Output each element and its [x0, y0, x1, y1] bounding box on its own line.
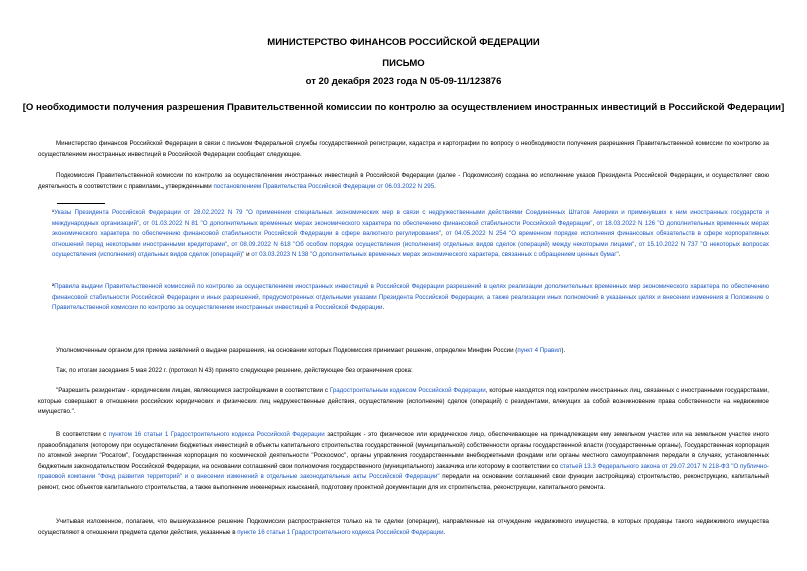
ministry-title: МИНИСТЕРСТВО ФИНАНСОВ РОССИЙСКОЙ ФЕДЕРАЦИИ	[267, 37, 540, 48]
document-date-number: от 20 декабря 2023 года N 05-09-11/123876	[305, 76, 502, 87]
link-federal-law-218[interactable]: статьей 13.3 Федерального закона от 29.07.2017 N 218-ФЗ "О публично-правовой компании "Фонд развития территорий" и о внесении изменений в отдельные законодательные акты Российской Федерации"	[38, 462, 769, 481]
paragraph-decision-quote: "Разрешить резидентам - юридическим лицам, являющимся застройщиками в соответствии с Градостроительным кодексом Российской Федерации, которые находятся под контролем иностранных лиц, связанных с иностранными государствами, которые совершают в отношении российских юридических и физических лиц недружественные действия, осуществление (исполнение) сделок (операций) с резидентами, влекущих за собой возникновение права собственности на недвижимое имущество.".	[38, 387, 769, 416]
footnote-ref-1[interactable]: ,	[702, 172, 704, 179]
link-urban-code[interactable]: Градостроительным кодексом Российской Федерации	[329, 387, 486, 394]
link-decree-81[interactable]: от 01.03.2022 N 81 "О дополнительных временных мерах экономического характера по обеспечению финансовой стабильности Российской Федерации"	[143, 219, 593, 227]
footnote-divider	[57, 203, 105, 204]
link-decree-254[interactable]: от 04.05.2022 N 254 "О временном порядке исполнения финансовых обязательств в сфере корпоративных отношений перед некоторыми иностранными кредиторами"	[52, 230, 769, 248]
paragraph-text: и осуществляет свою деятельность в соответствии с правилами	[38, 172, 770, 190]
paragraph-subcommission: Подкомиссия Правительственной комиссии по контролю за осуществлением иностранных инвестиций в Российской Федерации (далее - Подкомиссия) создана во исполнение указов Президента Российской Федерации, и осуществляет свою деятельность в соответствии с правилами., утвержденными постановлением Правительства Российской Федерации от 06.03.2022 N 295.	[38, 172, 770, 190]
paragraph-authority: Уполномоченным органом для приема заявлений о выдаче разрешения, на основании которых Подкомиссия принимает решение, определен Минфин России (пункт 4 Правил).	[56, 347, 566, 354]
footnote-mark-1: ¹	[52, 209, 55, 216]
link-decree-79[interactable]: Указы Президента Российской Федерации от 28.02.2022 N 79 "О применении специальных экономических мер в связи с недружественными действиями Соединенных Штатов Америки и примкнувших к ним иностранных государств и международных организаций"	[52, 209, 769, 227]
link-rules[interactable]: Правила выдачи Правительственной комиссией по контролю за осуществлением иностранных инвестиций в Российской Федерации разрешений в целях реализации дополнительных временных мер экономического характера по обеспечению финансовой стабильности Российской Федерации и иных разрешений, предусмотренных отдельными указами Президента Российской Федерации, а также реализации иных полномочий в указанных целях и внесении изменения в Положение о Правительственной комиссии по контролю за осуществлением иностранных инвестиций в Российской Федерации	[52, 283, 769, 312]
link-resolution-295[interactable]: постановлением Правительства Российской Федерации от 06.03.2022 N 295	[213, 182, 435, 190]
link-decree-737[interactable]: от 15.10.2022 N 737 "О некоторых вопросах осуществления (исполнения) отдельных видов сделок (операций)"	[52, 240, 769, 259]
paragraph-intro: Министерство финансов Российской Федерации в связи с письмом Федеральной службы государственной регистрации, кадастра и картографии по вопросу о необходимости получения разрешения Правительственной комиссии по контролю за осуществлением иностранных инвестиций в Российской Федерации сообщает следующее.	[38, 140, 769, 158]
link-rules-point-4[interactable]: пункт 4 Правил	[517, 347, 562, 354]
paragraph-conclusion: Учитывая изложенное, полагаем, что вышеуказанное решение Подкомиссии распространяется только на те сделки (операции), направленные на отчуждение недвижимого имущества, в которых продавцы такого недвижимого имущества осуществляют в отношении предмета сделки действия, указанные в пункте 16 статьи 1 Градостроительного кодекса Российской Федерации.	[38, 518, 769, 536]
paragraph-developer-definition: В соответствии с пунктом 16 статьи 1 Градостроительного кодекса Российской Федерации застройщик - это физическое или юридическое лицо, обеспечивающее на принадлежащем ему земельном участке или на земельном участке иного правообладателя (которому при осуществлении бюджетных инвестиций в объекты капитального строительства государственной (муниципальной) собственности органы государственной власти (государственные органы), Государственная корпорация по атомной энергии "Росатом", Государственная корпорация по космической деятельности "Роскосмос", органы управления государственными внебюджетными фондами или органы местного самоуправления передали в случаях, установленных бюджетным законодательством Российской Федерации, на основании соглашений свои полномочия государственного (муниципального) заказчика или которому в соответствии со статьей 13.3 Федерального закона от 29.07.2017 N 218-ФЗ "О публично-правовой компании "Фонд развития территорий" и о внесении изменений в отдельные законодательные акты Российской Федерации" передали на основании соглашений свои функции застройщика) строительство, реконструкцию, капитальный ремонт, снос объектов капитального строительства, а также выполнение инженерных изысканий, подготовку проектной документации для их строительства, реконструкции, капитального ремонта.	[38, 431, 769, 491]
footnote-mark-2: ²	[52, 283, 55, 290]
paragraph-decision-intro: Так, по итогам заседания 5 мая 2022 г. (протокол N 43) принято следующее решение, действующее без ограничения срока:	[56, 367, 413, 374]
footnote-2: ²Правила выдачи Правительственной комиссией по контролю за осуществлением иностранных инвестиций в Российской Федерации разрешений в целях реализации дополнительных временных мер экономического характера по обеспечению финансовой стабильности Российской Федерации и иных разрешений, предусмотренных отдельными указами Президента Российской Федерации, а также реализации иных полномочий в указанных целях и внесении изменения в Положение о Правительственной комиссии по контролю за осуществлением иностранных инвестиций в Российской Федерации.	[52, 283, 769, 312]
document-type: ПИСЬМО	[382, 58, 425, 69]
footnote-1: ¹Указы Президента Российской Федерации от 28.02.2022 N 79 "О применении специальных экономических мер в связи с недружественными действиями Соединенных Штатов Америки и примкнувших к ним иностранных государств и международных организаций", от 01.03.2022 N 81 "О дополнительных временных мерах экономического характера по обеспечению финансовой стабильности Российской Федерации", от 18.03.2022 N 126 "О дополнительных временных мерах экономического характера по обеспечению финансовой стабильности Российской Федерации в сфере валютного регулирования", от 04.05.2022 N 254 "О временном порядке исполнения финансовых обязательств в сфере корпоративных отношений перед некоторыми иностранными кредиторами", от 08.09.2022 N 618 "Об особом порядке осуществления (исполнения) отдельных видов сделок (операций) между некоторыми лицами", от 15.10.2022 N 737 "О некоторых вопросах осуществления (исполнения) отдельных видов сделок (операций)" и от 03.03.2023 N 138 "О дополнительных временных мерах экономического характера, связанных с обращением ценных бумаг".	[52, 209, 769, 259]
link-decree-138[interactable]: от 03.03.2023 N 138 "О дополнительных временных мерах экономического характера, связанных с обращением ценных бумаг"	[251, 251, 619, 259]
paragraph-text: утвержденными	[163, 182, 214, 190]
footnote-ref-2[interactable]: .,	[160, 182, 164, 190]
link-urban-code-art1-p16-b[interactable]: пункте 16 статьи 1 Градостроительного кодекса Российской Федерации	[237, 528, 444, 536]
link-decree-126[interactable]: от 18.03.2022 N 126 "О дополнительных временных мерах экономического характера по обеспечению финансовой стабильности Российской Федерации в сфере валютного регулирования"	[52, 219, 769, 238]
paragraph-text: Подкомиссия Правительственной комиссии по контролю за осуществлением иностранных инвестиций в Российской Федерации (далее - Подкомиссия) создана во исполнение указов Президента Российской Федерации	[56, 172, 703, 179]
document-subject: [О необходимости получения разрешения Правительственной комиссии по контролю за осуществлением иностранных инвестиций в Российской Федерации]	[22, 102, 785, 113]
link-urban-code-art1-p16[interactable]: пунктом 16 статьи 1 Градостроительного кодекса Российской Федерации	[108, 431, 325, 438]
link-decree-618[interactable]: от 08.09.2022 N 618 "Об особом порядке осуществления (исполнения) отдельных видов сделок (операций) между некоторыми лицами"	[231, 240, 635, 248]
